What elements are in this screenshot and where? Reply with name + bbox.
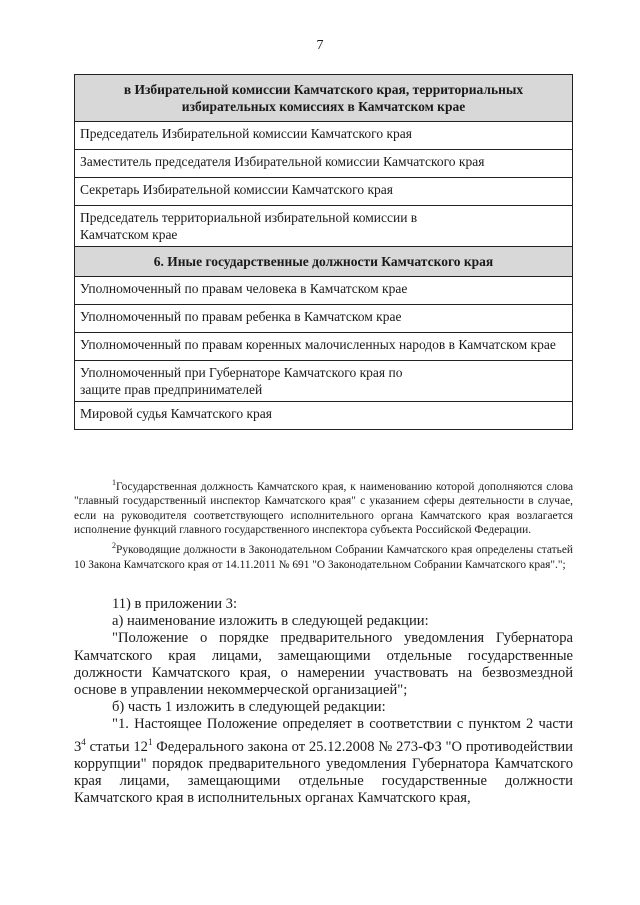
page-number: 7 — [316, 38, 324, 53]
table-row: Мировой судья Камчатского края — [75, 402, 573, 430]
superscript: 1 — [147, 736, 153, 747]
paragraph: б) часть 1 изложить в следующей редакции: — [112, 699, 386, 716]
table-section-header: в Избирательной комиссии Камчатского края, территориальных избирательных комиссиях в Камчатском крае — [75, 75, 573, 122]
table-row: Уполномоченный по правам ребенка в Камчатском крае — [75, 305, 573, 333]
table-row: Председатель Избирательной комиссии Камчатского края — [75, 122, 573, 150]
table-row: Уполномоченный по правам человека в Камчатском крае — [75, 277, 573, 305]
paragraph-text: "1. Настоящее Положение определяет в соответствии с пунктом 2 части 3 — [74, 716, 573, 755]
paragraph-text: Федерального закона от 25.12.2008 № 273-ФЗ "О противодействии коррупции" порядок предварительного уведомления Губернатора Камчатского края лицами, замещающими отдельные государственные должности Камчатского края в исполнительных органах Камчатского края, — [74, 738, 573, 807]
footnotes — [74, 476, 573, 572]
footnote-text: Руководящие должности в Законодательном Собрании Камчатского края определены статьей 10 Закона Камчатского края от 14.11.2011 № 691 "О Законодательном Собрании Камчатского края"."; — [74, 544, 573, 571]
paragraph — [74, 716, 573, 807]
body-text — [74, 596, 573, 807]
footnote-2 — [74, 539, 573, 572]
superscript: 4 — [81, 736, 86, 747]
positions-table — [74, 74, 573, 430]
table-row: Уполномоченный по правам коренных малочисленных народов в Камчатском крае — [75, 333, 573, 361]
paragraph: 11) в приложении 3: — [112, 596, 238, 612]
footnote-mark: 2 — [112, 541, 116, 551]
paragraph-text: статьи 12 — [85, 738, 148, 755]
table-row: Уполномоченный при Губернаторе Камчатского края по защите прав предпринимателей — [75, 361, 573, 402]
footnote-text: Государственная должность Камчатского края, к наименованию которой дополняются слова "главный государственный инспектор Камчатского края" с указанием сферы деятельности в случае, если на руководителя соответствующего исполнительного органа Камчатского края возлагается исполнение функций главного государственного инспектора субъекта Российской Федерации. — [74, 480, 573, 537]
table-row: Заместитель председателя Избирательной комиссии Камчатского края — [75, 150, 573, 178]
paragraph: "Положение о порядке предварительного уведомления Губернатора Камчатского края лицами, замещающими отдельные государственные должности Камчатского края, о намерении участвовать на безвозмездной основе в управлении некоммерческой организацией"; — [74, 630, 573, 699]
table-row: Председатель территориальной избирательной комиссии в Камчатском крае — [75, 206, 573, 247]
footnote-mark: 1 — [112, 478, 116, 487]
table-row: Секретарь Избирательной комиссии Камчатского края — [75, 178, 573, 206]
paragraph: а) наименование изложить в следующей редакции: — [112, 613, 429, 630]
table-section-header: 6. Иные государственные должности Камчатского края — [75, 247, 573, 277]
footnote-1 — [74, 476, 573, 537]
